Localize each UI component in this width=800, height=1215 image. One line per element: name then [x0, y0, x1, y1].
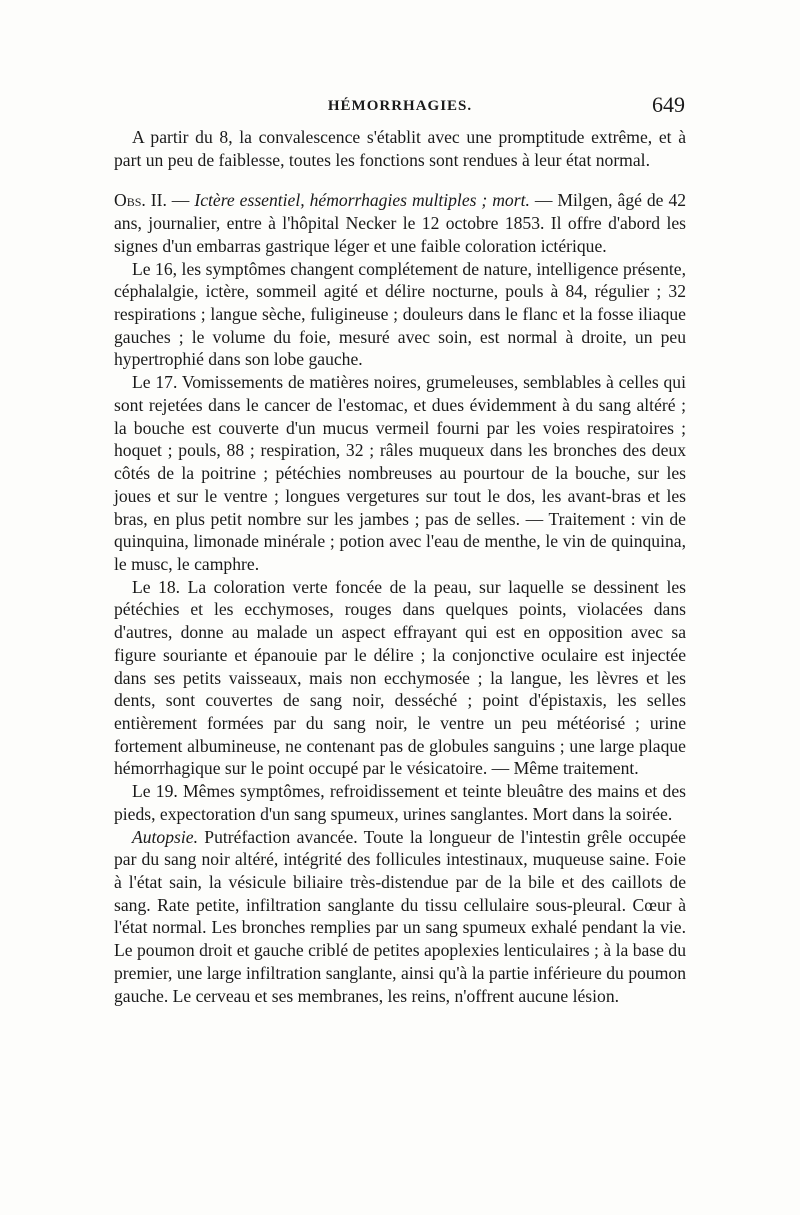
autopsie-label: Autopsie.: [132, 826, 198, 847]
autopsie-text: Putréfaction avancée. Toute la longueur de l'intestin grêle occupée par du sang noir altéré, intégrité des follicules intestinaux, muqueuse saine. Foie à l'état sain, la vésicule biliaire très-distendue par de la bile et des caillots de sang. Rate petite, infiltration sanglante du tissu cellulaire sous-pleural. Cœur à l'état normal. Les bronches remplies par un sang spumeux exhalé pendant la vie. Le poumon droit et gauche criblé de petites apoplexies lenticulaires ; à la base du premier, une large infiltration sanglante, ainsi qu'à la partie inférieure du poumon gauche. Le cerveau et ses membranes, les reins, n'offrent aucune lésion.: [114, 826, 686, 1006]
paragraph-day-18: Le 18. La coloration verte foncée de la peau, sur laquelle se dessinent les pétéchies et les ecchymoses, rouges dans quelques points, violacées dans d'autres, donne au malade un aspect effrayant qui est en opposition avec sa figure souriante et épanouie par le délire ; la conjonctive oculaire est injectée dans ses petits vaisseaux, mais non ecchymosée ; la langue, les lèvres et les dents, sont couvertes de sang noir, desséché ; point d'épistaxis, les selles entièrement formées par du sang noir, le ventre un peu météorisé ; urine fortement albumineuse, ne contenant pas de globules sanguins ; une large plaque hémorrhagique sur le point occupé par le vésicatoire. — Même traitement.: [114, 576, 686, 779]
paragraph-day-19: Le 19. Mêmes symptômes, refroidissement et teinte bleuâtre des mains et des pieds, expectoration d'un sang spumeux, urines sanglantes. Mort dans la soirée.: [114, 781, 686, 824]
observation-dash: —: [166, 190, 195, 211]
running-head: [115, 92, 685, 120]
paragraph-day-16: Le 16, les symptômes changent complétement de nature, intelligence présente, céphalalgie, ictère, sommeil agité et délire nocturne, pouls à 84, régulier ; 32 respirations ; langue sèche, fuligineuse ; douleurs dans le flanc et la fosse iliaque gauches ; le volume du foie, mesuré avec soin, est normal à droite, un peu hypertrophié dans son lobe gauche.: [114, 258, 686, 370]
observation-label: Obs. II.: [114, 190, 167, 211]
paragraph-observation-ii: [114, 189, 686, 257]
paragraph-convalescence: A partir du 8, la convalescence s'établit avec une promptitude extrême, et à part un peu de faiblesse, toutes les fonctions sont rendues à leur état normal.: [114, 127, 686, 170]
paragraph-day-17: Le 17. Vomissements de matières noires, grumeleuses, semblables à celles qui sont rejetées dans le cancer de l'estomac, et dues évidemment à du sang altéré ; la bouche est couverte d'un mucus vermeil fourni par les voies respiratoires ; hoquet ; pouls, 88 ; respiration, 32 ; râles muqueux dans les bronches des deux côtés de la poitrine ; pétéchies nombreuses au pourtour de la bouche, sur les joues et sur le ventre ; longues vergetures sur tout le dos, les avant-bras et les bras, en plus petit nombre sur les jambes ; pas de selles. — Traitement : vin de quinquina, limonade minérale ; potion avec l'eau de menthe, le vin de quinquina, le musc, le camphre.: [114, 372, 686, 574]
page-number: 649: [652, 92, 685, 117]
paragraph-autopsie: [114, 826, 686, 1008]
observation-title: Ictère essentiel, hémorrhagies multiples ; mort.: [194, 190, 530, 211]
running-title: HÉMORRHAGIES.: [327, 98, 473, 114]
body-text: [114, 126, 686, 1007]
observation-text: — Milgen, âgé de 42 ans, journalier, entre à l'hôpital Necker le 12 octobre 1853. Il offre d'abord les signes d'un embarras gastrique léger et une faible coloration ictérique.: [114, 190, 687, 256]
